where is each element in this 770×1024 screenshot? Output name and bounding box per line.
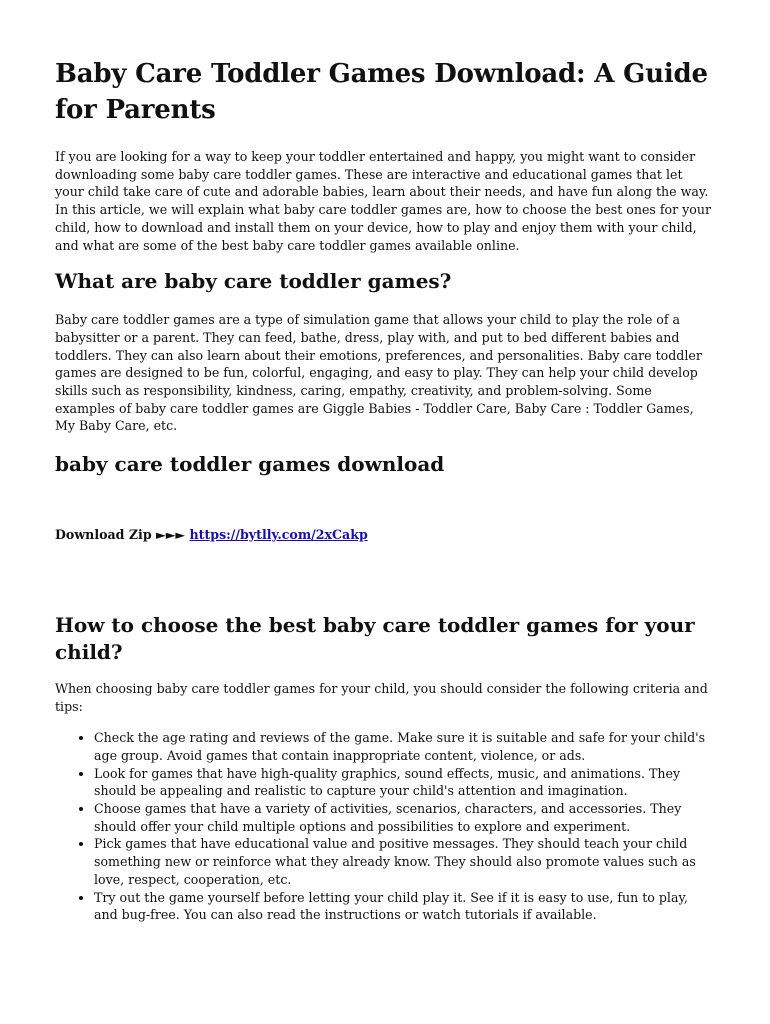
download-label: Download Zip ►►► (55, 527, 190, 543)
intro-paragraph: If you are looking for a way to keep your toddler entertained and happy, you might want to consider downloading some baby care toddler games. These are interactive and educational games that let your child take care of cute and adorable babies, learn about their needs, and have fun along the way. In this article, we will explain what baby care toddler games are, how to choose the best ones for your child, how to download and install them on your device, how to play and enjoy them with your child, and what are some of the best baby care toddler games available online. (55, 149, 711, 253)
download-line (55, 526, 715, 544)
section-heading-choose: How to choose the best baby care toddler games for your child? (55, 612, 695, 664)
list-item: • Check the age rating and reviews of the game. Make sure it is suitable and safe for your child's age group. Avoid games that contain inappropriate content, violence, or ads. (94, 729, 715, 764)
list-item: • Try out the game yourself before letting your child play it. See if it is easy to use, fun to play, and bug-free. You can also read the instructions or watch tutorials if available. (94, 889, 715, 924)
section-paragraph-choose: When choosing baby care toddler games for your child, you should consider the following criteria and tips: (55, 680, 708, 714)
tips-list (55, 729, 715, 924)
list-item: • Choose games that have a variety of activities, scenarios, characters, and accessories. They should offer your child multiple options and possibilities to explore and experiment. (94, 800, 715, 835)
list-item: • Look for games that have high-quality graphics, sound effects, music, and animations. They should be appealing and realistic to capture your child's attention and imagination. (94, 765, 715, 800)
list-item: • Pick games that have educational value and positive messages. They should teach your child something new or reinforce what they already know. They should also promote values such as love, respect, cooperation, etc. (94, 835, 715, 888)
section-heading-what: What are baby care toddler games? (55, 269, 452, 294)
section-heading-download: baby care toddler games download (55, 452, 445, 477)
section-paragraph-what: Baby care toddler games are a type of simulation game that allows your child to play the role of a babysitter or a parent. They can feed, bathe, dress, play with, and put to bed different babies and toddlers. They can also learn about their emotions, preferences, and personalities. Baby care toddler games are designed to be fun, colorful, engaging, and easy to play. They can help your child develop skills such as responsibility, kindness, caring, empathy, creativity, and problem-solving. Some examples of baby care toddler games are Giggle Babies - Toddler Care, Baby Care : Toddler Games, My Baby Care, etc. (55, 312, 702, 434)
download-link[interactable]: https://bytlly.com/2xCakp (189, 527, 368, 543)
page-title: Baby Care Toddler Games Download: A Guide for Parents (55, 59, 708, 125)
